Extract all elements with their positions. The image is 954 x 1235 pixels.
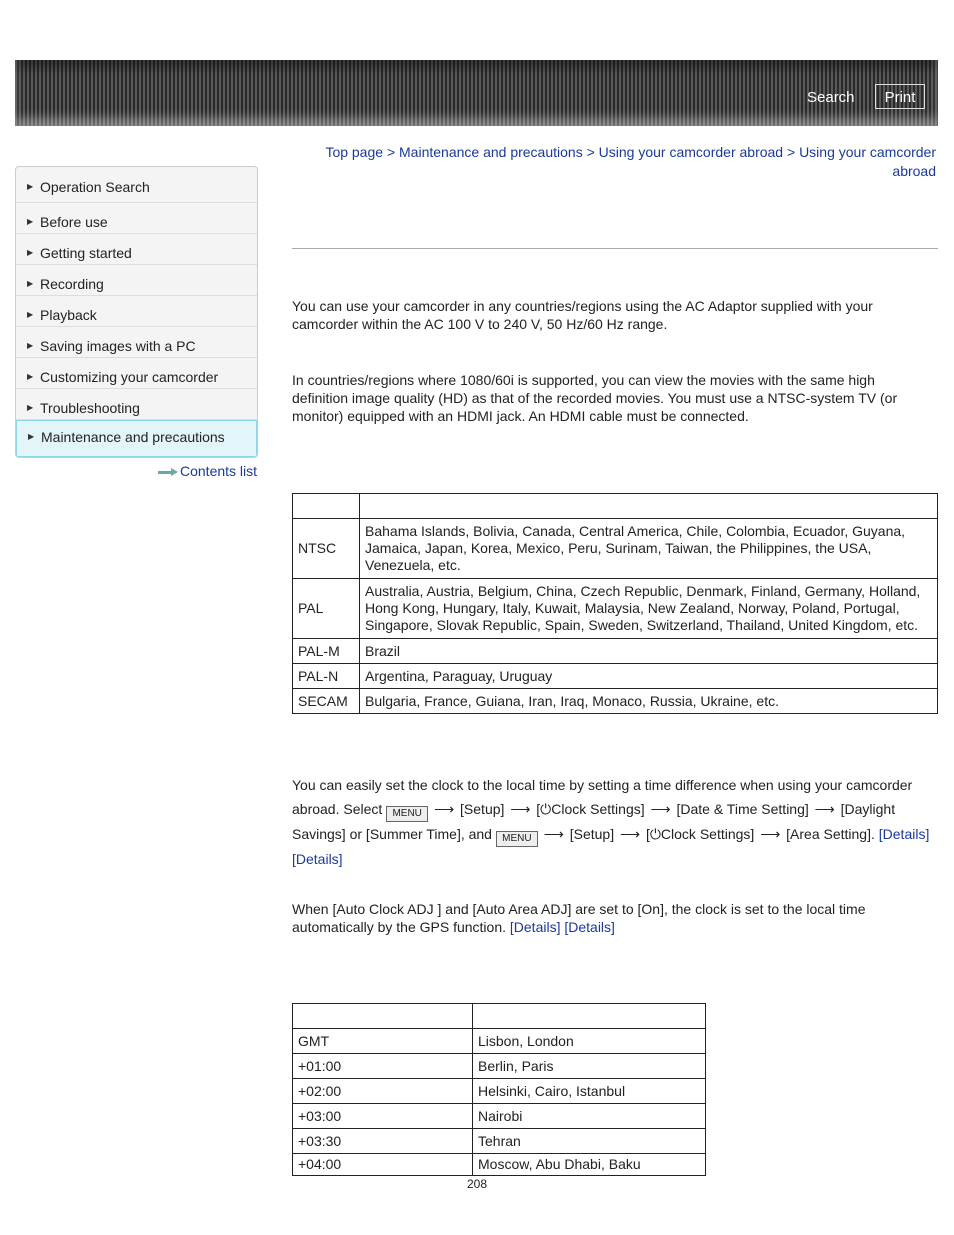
gps-paragraph	[292, 900, 932, 936]
time-difference-table	[292, 1003, 706, 1176]
table-row	[293, 639, 938, 664]
clock-text: [	[645, 826, 650, 842]
breadcrumb-separator: >	[586, 144, 595, 160]
print-button[interactable]: Print	[875, 84, 925, 109]
triangle-right-icon: ▶	[28, 432, 35, 441]
breadcrumb-separator: >	[786, 144, 796, 160]
triangle-right-icon: ▶	[27, 310, 34, 319]
sidebar-item-operation-search[interactable]	[16, 167, 257, 203]
sidebar-item-troubleshooting[interactable]	[16, 389, 257, 420]
sidebar-item-label: Customizing your camcorder	[40, 369, 219, 385]
table-cell: Australia, Austria, Belgium, China, Czech Republic, Denmark, Finland, Germany, Holland, Hong Kong, Hungary, Italy, Kuwait, Malaysia, New Zealand, Norway, Poland, Portugal, Singapore, Slovak Republic, Spain, Sweden, Switzerland, Thailand, United Kingdom, etc.	[360, 579, 938, 639]
clock-text: [Setup]	[569, 826, 615, 842]
sidebar-item-label: Playback	[40, 307, 97, 323]
table-row	[293, 1079, 706, 1104]
table-cell: PAL-M	[293, 639, 360, 664]
gps-text: When [Auto Clock ADJ ] and [Auto Area ADJ] are set to [On], the clock is set to the local time automatically by the GPS function.	[292, 901, 866, 935]
breadcrumb-current[interactable]: Using your camcorder abroad	[799, 144, 936, 179]
breadcrumb-separator: >	[386, 144, 396, 160]
arrow-right-icon	[158, 468, 178, 476]
table-header-cell	[360, 494, 938, 519]
table-cell: Bahama Islands, Bolivia, Canada, Central America, Chile, Colombia, Ecuador, Guyana, Jamaica, Japan, Korea, Mexico, Peru, Surinam, Taiwan, the Philippines, the USA, Venezuela, etc.	[360, 519, 938, 579]
table-row	[293, 1154, 706, 1176]
clock-text: Clock Settings]	[660, 826, 755, 842]
table-row	[293, 1054, 706, 1079]
contents-list-link[interactable]	[158, 463, 257, 479]
page-footer-mask	[280, 1178, 954, 1235]
triangle-right-icon: ▶	[27, 217, 34, 226]
sidebar-item-label: Maintenance and precautions	[41, 429, 225, 445]
table-row	[293, 494, 938, 519]
table-cell: +03:00	[293, 1104, 473, 1129]
table-cell: Berlin, Paris	[473, 1054, 706, 1079]
triangle-right-icon: ▶	[27, 403, 34, 412]
table-header-cell	[473, 1004, 706, 1029]
breadcrumb-maintenance[interactable]: Maintenance and precautions	[399, 144, 583, 160]
breadcrumb	[296, 143, 936, 181]
table-cell: PAL	[293, 579, 360, 639]
tv-color-system-table	[292, 493, 938, 714]
clock-text: [Daylight Savings] or [Summer Time], and	[292, 801, 896, 842]
table-cell: +04:00	[293, 1154, 473, 1176]
sidebar-item-customizing[interactable]	[16, 358, 257, 389]
sidebar-item-maintenance[interactable]	[16, 420, 257, 457]
clock-text: [Date & Time Setting]	[676, 801, 809, 817]
title-divider	[292, 248, 938, 249]
triangle-right-icon: ▶	[27, 248, 34, 257]
table-header-cell	[293, 494, 360, 519]
table-row	[293, 689, 938, 714]
sidebar-item-saving-images[interactable]	[16, 327, 257, 358]
table-cell: NTSC	[293, 519, 360, 579]
table-cell: Nairobi	[473, 1104, 706, 1129]
arrow-right-icon: ⟶	[619, 826, 641, 842]
page-number: 208	[467, 1177, 488, 1191]
details-link[interactable]: [Details]	[292, 851, 343, 867]
triangle-right-icon: ▶	[27, 279, 34, 288]
table-cell: Lisbon, London	[473, 1029, 706, 1054]
table-cell: PAL-N	[293, 664, 360, 689]
hd-paragraph: In countries/regions where 1080/60i is supported, you can view the movies with the same high definition image quality (HD) as that of the recorded movies. You must use a NTSC-system TV (or monitor) equipped with an HDMI jack. An HDMI cable must be connected.	[292, 372, 898, 424]
header-bar	[15, 60, 938, 126]
breadcrumb-top-page[interactable]: Top page	[325, 144, 384, 160]
table-header-cell	[293, 1004, 473, 1029]
details-link[interactable]: [Details]	[509, 919, 561, 935]
arrow-right-icon: ⟶	[510, 801, 531, 817]
arrow-right-icon: ⟶	[434, 801, 455, 817]
clock-text: [	[536, 801, 541, 817]
arrow-right-icon: ⟶	[760, 826, 781, 842]
clock-text: Clock Settings]	[551, 801, 645, 817]
sidebar-item-label: Recording	[40, 276, 104, 292]
table-cell: Brazil	[360, 639, 938, 664]
arrow-right-icon: ⟶	[814, 801, 835, 817]
arrow-right-icon: ⟶	[650, 801, 671, 817]
clock-icon: ⏻	[649, 826, 661, 842]
clock-text: [Setup]	[460, 801, 505, 817]
table-cell: Helsinki, Cairo, Istanbul	[473, 1079, 706, 1104]
table-row	[293, 519, 938, 579]
table-row	[293, 1029, 706, 1054]
table-cell: SECAM	[293, 689, 360, 714]
menu-icon: MENU	[496, 831, 538, 847]
table-row	[293, 664, 938, 689]
table-cell: +01:00	[293, 1054, 473, 1079]
sidebar-item-label: Before use	[40, 214, 108, 230]
table-cell: GMT	[293, 1029, 473, 1054]
triangle-right-icon: ▶	[27, 372, 34, 381]
table-row	[293, 1104, 706, 1129]
table-row	[293, 1004, 706, 1029]
clock-icon: ⏻	[540, 801, 552, 817]
breadcrumb-using-abroad[interactable]: Using your camcorder abroad	[598, 144, 784, 160]
sidebar-nav	[15, 166, 258, 458]
table-cell: +02:00	[293, 1079, 473, 1104]
search-button[interactable]: Search	[807, 89, 855, 106]
sidebar-item-getting-started[interactable]	[16, 234, 257, 265]
contents-list-label: Contents list	[180, 463, 258, 479]
sidebar-item-label: Getting started	[40, 245, 132, 261]
table-cell: Argentina, Paraguay, Uruguay	[360, 664, 938, 689]
table-row	[293, 1129, 706, 1154]
table-cell: Tehran	[473, 1129, 706, 1154]
triangle-right-icon: ▶	[27, 341, 34, 350]
arrow-right-icon: ⟶	[543, 826, 564, 842]
sidebar-item-playback[interactable]	[16, 296, 257, 327]
details-link[interactable]: [Details]	[878, 826, 930, 842]
power-paragraph: You can use your camcorder in any countries/regions using the AC Adaptor supplied with your camcorder within the AC 100 V to 240 V, 50 Hz/60 Hz range.	[292, 298, 873, 332]
details-link[interactable]: [Details]	[564, 919, 615, 935]
clock-text: You can easily set the clock to the local time by setting a time difference when using your camcorder abroad. Select	[292, 777, 913, 817]
sidebar-item-recording[interactable]	[16, 265, 257, 296]
table-cell: Bulgaria, France, Guiana, Iran, Iraq, Monaco, Russia, Ukraine, etc.	[360, 689, 938, 714]
table-row	[293, 579, 938, 639]
sidebar-item-label: Saving images with a PC	[40, 338, 196, 354]
table-cell: +03:30	[293, 1129, 473, 1154]
sidebar-item-before-use[interactable]	[16, 203, 257, 234]
table-cell: Moscow, Abu Dhabi, Baku	[473, 1154, 706, 1176]
triangle-right-icon: ▶	[27, 182, 34, 191]
clock-paragraph	[292, 773, 932, 871]
sidebar-item-label: Troubleshooting	[40, 400, 140, 416]
clock-text: [Area Setting].	[786, 826, 875, 842]
menu-icon: MENU	[386, 806, 428, 822]
sidebar-item-label: Operation Search	[40, 179, 150, 195]
